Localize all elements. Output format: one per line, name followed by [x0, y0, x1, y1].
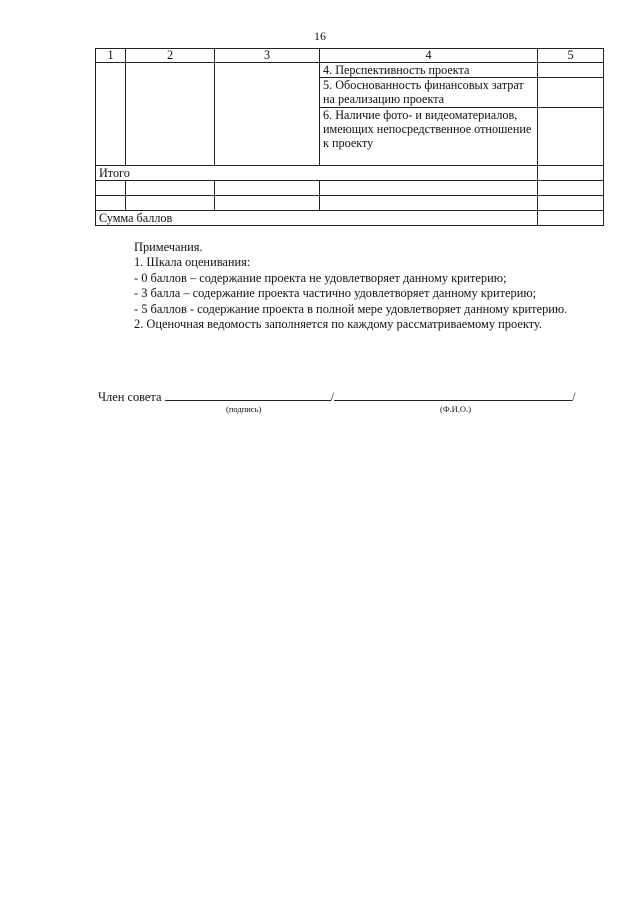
signature-line: [98, 388, 598, 405]
table-cell: [126, 181, 215, 196]
table-row: [96, 181, 604, 196]
name-blank: [334, 388, 572, 401]
criterion-4: 4. Перспективность проекта: [320, 63, 538, 78]
table-cell: [320, 181, 538, 196]
page-number: 16: [314, 29, 326, 43]
score-cell: [538, 181, 604, 196]
table-cell: [126, 63, 215, 166]
table-cell: [96, 63, 126, 166]
total-label: Итого: [96, 166, 538, 181]
scale-item-0: - 0 баллов – содержание проекта не удовлетворяет данному критерию;: [134, 270, 507, 285]
header-col-5: 5: [538, 49, 604, 63]
signature-separator: /: [330, 390, 335, 404]
table-header-row: [96, 49, 604, 63]
score-cell: [538, 211, 604, 226]
notes-section: [98, 240, 602, 332]
table-cell: [215, 181, 320, 196]
header-col-2: 2: [126, 49, 215, 63]
total-row: [96, 166, 604, 181]
score-cell: [538, 166, 604, 181]
header-col-3: 3: [215, 49, 320, 63]
signature-end: /: [572, 390, 576, 404]
scale-item-3: - 3 балла – содержание проекта частично удовлетворяет данному критерию;: [134, 286, 537, 301]
table-row: [96, 63, 604, 78]
signature-label: Член совета: [98, 390, 162, 404]
sum-label: Сумма баллов: [96, 211, 538, 226]
criterion-5: 5. Обоснованность финансовых затрат на реализацию проекта: [320, 78, 538, 108]
table-cell: [96, 181, 126, 196]
table-cell: [215, 63, 320, 166]
table-row: [96, 196, 604, 211]
table-cell: [96, 196, 126, 211]
header-col-1: 1: [96, 49, 126, 63]
table-cell: [126, 196, 215, 211]
score-cell: [538, 63, 604, 78]
score-cell: [538, 108, 604, 166]
scale-title: 1. Шкала оценивания:: [134, 255, 251, 270]
criterion-6: 6. Наличие фото- и видеоматериалов, имеющих непосредственное отношение к проекту: [320, 108, 538, 166]
evaluation-table: [95, 48, 604, 226]
score-cell: [538, 196, 604, 211]
signature-caption: (подпись): [226, 404, 262, 414]
table-cell: [320, 196, 538, 211]
note-2: 2. Оценочная ведомость заполняется по каждому рассматриваемому проекту.: [134, 317, 542, 332]
name-caption: (Ф.И.О.): [440, 404, 472, 414]
notes-title: Примечания.: [134, 240, 203, 254]
signature-blank: [165, 388, 331, 401]
header-col-4: 4: [320, 49, 538, 63]
table-cell: [215, 196, 320, 211]
score-cell: [538, 78, 604, 108]
sum-row: [96, 211, 604, 226]
scale-item-5: - 5 баллов - содержание проекта в полной мере удовлетворяет данному критерию.: [134, 301, 568, 316]
